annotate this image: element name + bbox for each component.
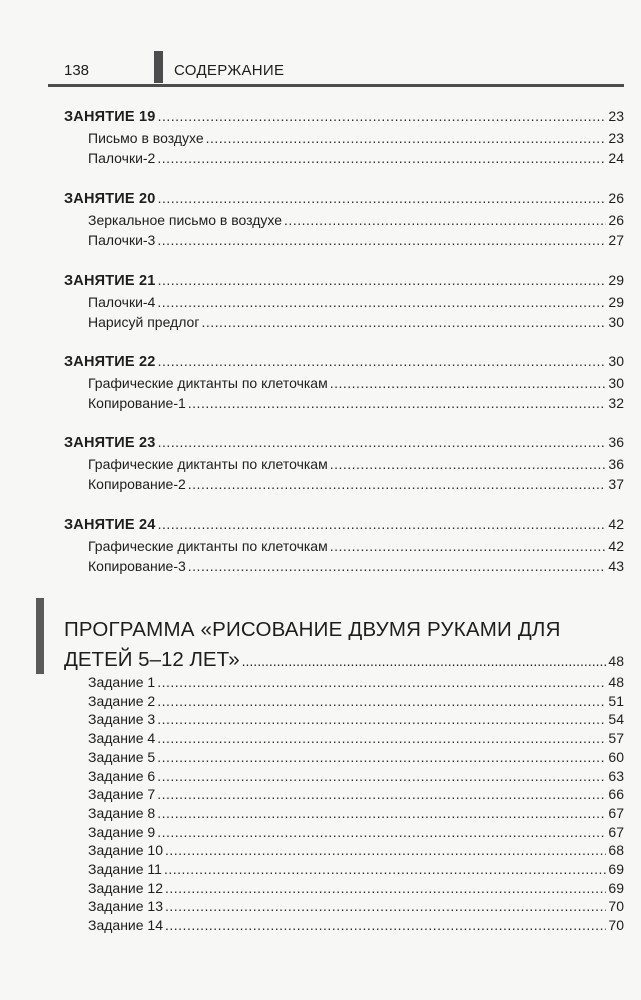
task-item-page: 70 [608,917,624,934]
lesson-item[interactable] [88,130,624,149]
dot-leader [165,880,606,896]
dot-leader [188,558,607,574]
lesson-item[interactable] [88,476,624,495]
lesson-heading-label: ЗАНЯТИЕ 21 [64,273,156,289]
task-item-page: 68 [608,842,624,859]
task-item[interactable] [88,711,624,730]
dot-leader [157,786,606,802]
lesson-item[interactable] [88,395,624,414]
lesson-item-page: 42 [608,538,624,554]
lesson-item-page: 37 [608,476,624,492]
program-title-line1: ПРОГРАММА «РИСОВАНИЕ ДВУМЯ РУКАМИ ДЛЯ [64,618,561,641]
dot-leader [284,212,606,228]
lesson-item-page: 29 [608,294,624,310]
dot-leader [165,917,606,933]
dot-leader [157,150,606,166]
lesson-heading[interactable] [64,434,624,453]
task-item[interactable] [88,861,624,880]
lesson-item-page: 23 [608,130,624,146]
lesson-item-page: 30 [608,375,624,391]
task-item-label: Задание 12 [88,879,163,896]
task-item-label: Задание 8 [88,804,156,821]
dot-leader [158,353,607,369]
dot-leader [165,842,606,858]
task-item[interactable] [88,824,624,843]
dot-leader [330,456,607,472]
dot-leader [157,805,606,821]
dot-leader [158,516,607,532]
lesson-item-label: Палочки-2 [88,150,156,166]
task-item-page: 60 [608,748,624,765]
dot-leader [330,375,607,391]
lesson-heading[interactable] [64,108,624,127]
lesson-item-label: Графические диктанты по клеточкам [88,375,328,391]
dot-leader [157,674,606,690]
lesson-item-page: 26 [608,212,624,228]
lesson-item-label: Графические диктанты по клеточкам [88,538,328,554]
task-item[interactable] [88,805,624,824]
dot-leader [157,768,606,784]
lesson-item[interactable] [88,314,624,333]
dot-leader [164,861,606,877]
lesson-item[interactable] [88,538,624,557]
task-item[interactable] [88,749,624,768]
task-item-label: Задание 14 [88,917,163,934]
task-item[interactable] [88,674,624,693]
lesson-heading-label: ЗАНЯТИЕ 23 [64,435,156,451]
lesson-item-label: Письмо в воздухе [88,130,204,146]
lesson-item-page: 24 [608,150,624,166]
lesson-heading-page: 26 [608,190,624,206]
dot-leader [201,314,606,330]
lesson-item-page: 32 [608,395,624,411]
dot-leader [157,693,606,709]
dot-leader [157,749,606,765]
dot-leader [188,476,607,492]
task-item-label: Задание 3 [88,711,156,728]
lesson-item-label: Копирование-3 [88,558,186,574]
task-item[interactable] [88,693,624,712]
program-page: 48 [608,653,624,669]
lesson-item[interactable] [88,375,624,394]
task-item[interactable] [88,768,624,787]
task-item-label: Задание 10 [88,842,163,859]
task-item-page: 70 [608,898,624,915]
lesson-item[interactable] [88,150,624,169]
dot-leader [188,395,607,411]
section-accent-bar [36,598,44,674]
task-item-label: Задание 6 [88,767,156,784]
lesson-item-page: 43 [608,558,624,574]
task-item-label: Задание 5 [88,748,156,765]
lesson-item-page: 36 [608,456,624,472]
header-title: СОДЕРЖАНИЕ [174,62,285,79]
task-item-label: Задание 13 [88,898,163,915]
lesson-item-label: Графические диктанты по клеточкам [88,456,328,472]
lesson-item[interactable] [88,558,624,577]
task-item-page: 67 [608,804,624,821]
task-item-label: Задание 1 [88,674,156,690]
lesson-heading[interactable] [64,272,624,291]
task-item-page: 67 [608,823,624,840]
dot-leader [158,190,607,206]
lesson-item[interactable] [88,294,624,313]
task-item[interactable] [88,880,624,899]
task-item-label: Задание 7 [88,786,156,803]
task-item-page: 69 [608,879,624,896]
task-item-page: 51 [608,692,624,709]
task-item[interactable] [88,730,624,749]
lesson-item-page: 27 [608,232,624,248]
dot-leader [242,653,607,669]
task-item-page: 48 [608,674,624,690]
task-item-page: 69 [608,861,624,877]
dot-leader [206,130,607,146]
lesson-item[interactable] [88,212,624,231]
lesson-item-label: Копирование-1 [88,395,186,411]
lesson-item-label: Палочки-3 [88,232,156,248]
task-item[interactable] [88,917,624,936]
task-item-page: 54 [608,711,624,728]
lesson-item-label: Копирование-2 [88,476,186,492]
dot-leader [158,108,607,124]
lesson-item-label: Нарисуй предлог [88,314,200,330]
lesson-item-label: Зеркальное письмо в воздухе [88,212,283,228]
dot-leader [157,294,606,310]
lesson-heading-label: ЗАНЯТИЕ 19 [64,109,156,125]
program-title-line2-row[interactable] [64,648,624,672]
task-item-label: Задание 4 [88,730,156,747]
dot-leader [158,272,607,288]
lesson-heading-page: 42 [608,516,624,532]
lesson-item-page: 30 [608,314,624,330]
dot-leader [158,434,607,450]
task-item-page: 66 [608,786,624,803]
lesson-item[interactable] [88,232,624,251]
dot-leader [157,711,606,727]
lesson-heading-label: ЗАНЯТИЕ 20 [64,191,156,207]
lesson-heading[interactable] [64,353,624,372]
lesson-heading-page: 36 [608,434,624,450]
program-title-line2: ДЕТЕЙ 5–12 ЛЕТ» [64,648,240,671]
task-item-label: Задание 2 [88,692,156,709]
page-header [48,48,624,88]
task-item-page: 57 [608,730,624,747]
lesson-heading[interactable] [64,516,624,535]
page-number: 138 [64,62,90,79]
dot-leader [157,232,606,248]
lesson-heading-page: 23 [608,108,624,124]
lesson-heading-label: ЗАНЯТИЕ 22 [64,354,156,370]
lesson-heading[interactable] [64,190,624,209]
dot-leader [330,538,607,554]
lesson-heading-page: 30 [608,353,624,369]
dot-leader [157,730,606,746]
task-item-page: 63 [608,767,624,784]
header-rule [48,84,624,87]
task-item-label: Задание 11 [88,861,162,877]
lesson-heading-label: ЗАНЯТИЕ 24 [64,517,156,533]
task-item[interactable] [88,786,624,805]
task-item-label: Задание 9 [88,823,156,840]
task-item[interactable] [88,898,624,917]
dot-leader [157,824,606,840]
lesson-heading-page: 29 [608,272,624,288]
dot-leader [165,898,606,914]
header-accent-bar [154,51,163,83]
lesson-item[interactable] [88,456,624,475]
task-item[interactable] [88,842,624,861]
lesson-item-label: Палочки-4 [88,294,156,310]
